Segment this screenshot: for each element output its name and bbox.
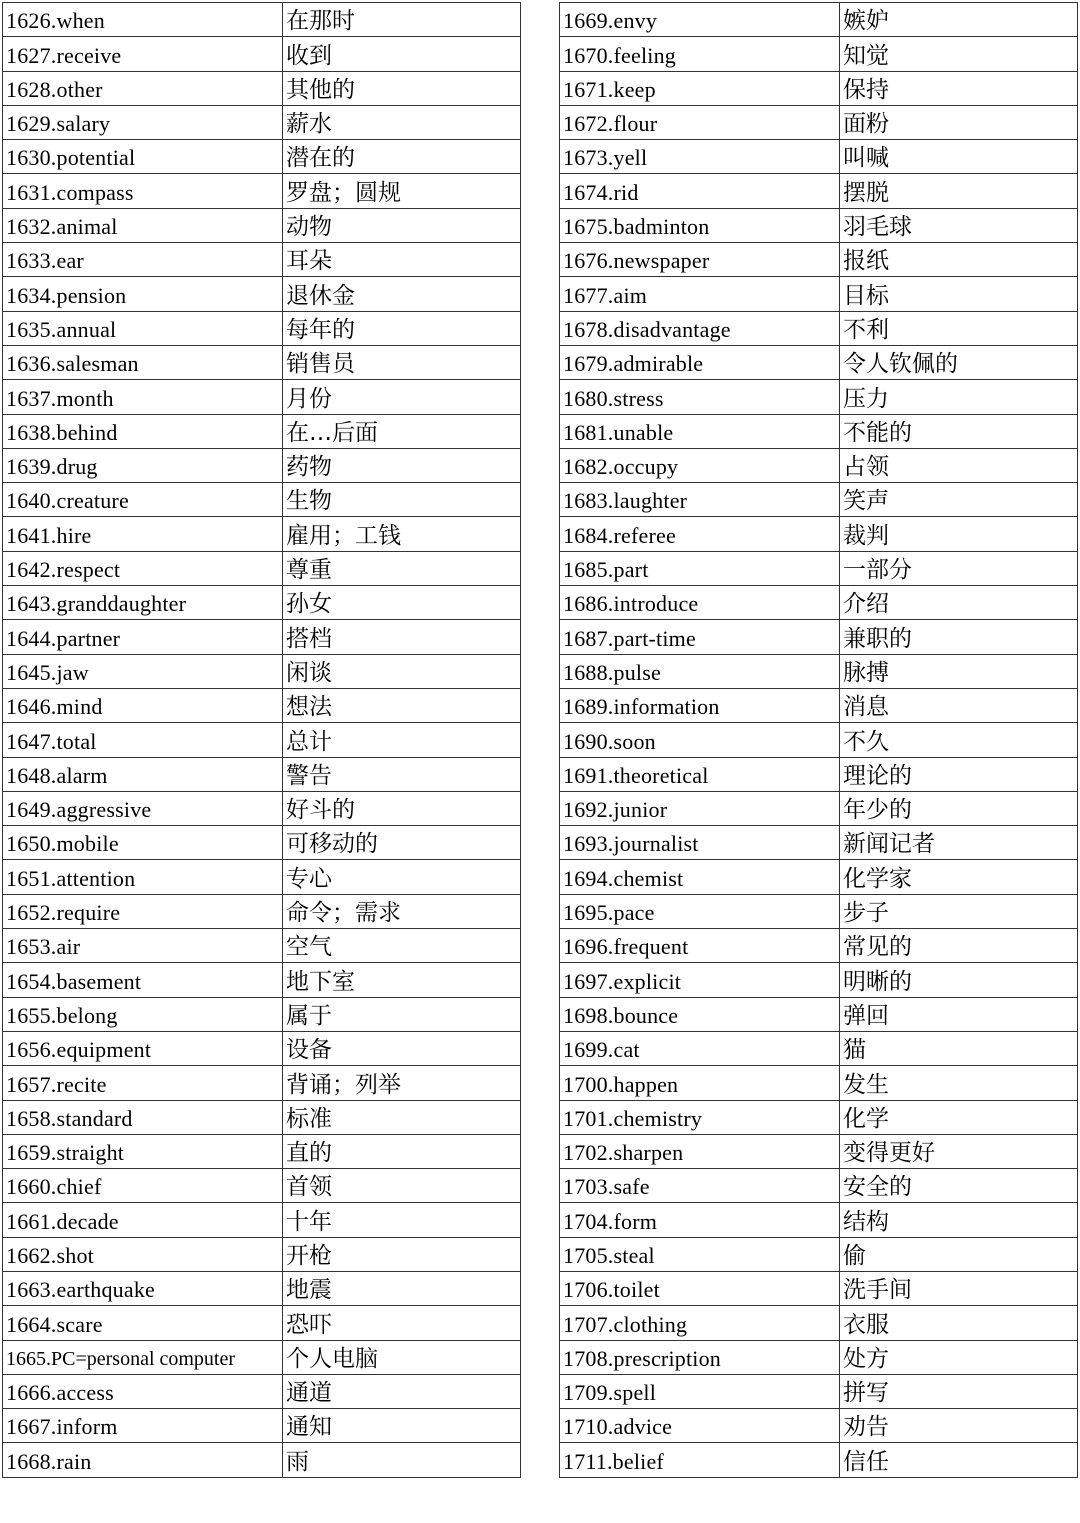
vocab-word: 1704.form bbox=[560, 1203, 840, 1237]
vocab-row bbox=[3, 414, 521, 448]
vocab-meaning: 潜在的 bbox=[283, 140, 521, 174]
vocab-meaning: 不利 bbox=[840, 311, 1078, 345]
vocab-row bbox=[560, 483, 1078, 517]
vocab-row bbox=[3, 791, 521, 825]
vocab-word: 1647.total bbox=[3, 723, 283, 757]
vocab-meaning: 搭档 bbox=[283, 620, 521, 654]
vocab-meaning: 拼写 bbox=[840, 1374, 1078, 1408]
vocab-word: 1627.receive bbox=[3, 37, 283, 71]
vocab-meaning: 好斗的 bbox=[283, 791, 521, 825]
vocab-word: 1652.require bbox=[3, 894, 283, 928]
vocab-word: 1670.feeling bbox=[560, 37, 840, 71]
vocab-row bbox=[560, 448, 1078, 482]
vocab-row bbox=[3, 3, 521, 37]
vocab-meaning: 叫喊 bbox=[840, 140, 1078, 174]
vocab-row bbox=[560, 71, 1078, 105]
vocab-meaning: 劝告 bbox=[840, 1409, 1078, 1443]
vocab-row bbox=[3, 517, 521, 551]
vocab-meaning: 尊重 bbox=[283, 551, 521, 585]
vocab-row bbox=[560, 894, 1078, 928]
vocab-row bbox=[3, 757, 521, 791]
vocab-row bbox=[560, 277, 1078, 311]
vocab-row bbox=[3, 894, 521, 928]
vocab-meaning: 想法 bbox=[283, 688, 521, 722]
vocab-meaning: 直的 bbox=[283, 1134, 521, 1168]
vocab-word: 1656.equipment bbox=[3, 1031, 283, 1065]
vocab-word: 1646.mind bbox=[3, 688, 283, 722]
vocab-meaning: 设备 bbox=[283, 1031, 521, 1065]
vocab-table-left bbox=[2, 2, 521, 1478]
vocab-word: 1655.belong bbox=[3, 997, 283, 1031]
vocab-row bbox=[560, 3, 1078, 37]
vocab-row bbox=[3, 1443, 521, 1477]
vocab-meaning: 专心 bbox=[283, 860, 521, 894]
vocab-word: 1635.annual bbox=[3, 311, 283, 345]
vocab-row bbox=[3, 483, 521, 517]
vocab-word: 1639.drug bbox=[3, 448, 283, 482]
vocab-row bbox=[560, 997, 1078, 1031]
vocab-word: 1638.behind bbox=[3, 414, 283, 448]
vocab-word: 1673.yell bbox=[560, 140, 840, 174]
vocab-meaning: 恐吓 bbox=[283, 1306, 521, 1340]
vocab-word: 1696.frequent bbox=[560, 929, 840, 963]
vocab-meaning: 一部分 bbox=[840, 551, 1078, 585]
vocab-word: 1644.partner bbox=[3, 620, 283, 654]
vocab-meaning: 可移动的 bbox=[283, 826, 521, 860]
vocab-word: 1700.happen bbox=[560, 1066, 840, 1100]
vocab-word: 1668.rain bbox=[3, 1443, 283, 1477]
vocab-meaning: 罗盘；圆规 bbox=[283, 174, 521, 208]
vocab-word: 1695.pace bbox=[560, 894, 840, 928]
vocab-word: 1692.junior bbox=[560, 791, 840, 825]
vocab-meaning: 常见的 bbox=[840, 929, 1078, 963]
vocab-word: 1626.when bbox=[3, 3, 283, 37]
vocab-row bbox=[3, 174, 521, 208]
vocab-row bbox=[3, 551, 521, 585]
vocab-meaning: 化学 bbox=[840, 1100, 1078, 1134]
vocab-row bbox=[560, 654, 1078, 688]
vocab-row bbox=[560, 380, 1078, 414]
vocab-word: 1637.month bbox=[3, 380, 283, 414]
vocab-word: 1629.salary bbox=[3, 105, 283, 139]
vocab-word: 1650.mobile bbox=[3, 826, 283, 860]
vocab-meaning: 动物 bbox=[283, 208, 521, 242]
vocab-word: 1690.soon bbox=[560, 723, 840, 757]
vocab-row bbox=[3, 448, 521, 482]
vocab-word: 1663.earthquake bbox=[3, 1271, 283, 1305]
vocab-meaning: 兼职的 bbox=[840, 620, 1078, 654]
vocab-row bbox=[560, 414, 1078, 448]
vocab-meaning: 安全的 bbox=[840, 1169, 1078, 1203]
vocab-row bbox=[560, 1169, 1078, 1203]
vocab-word: 1675.badminton bbox=[560, 208, 840, 242]
vocab-meaning: 令人钦佩的 bbox=[840, 345, 1078, 379]
vocab-row bbox=[560, 723, 1078, 757]
vocab-word: 1651.attention bbox=[3, 860, 283, 894]
vocab-meaning: 薪水 bbox=[283, 105, 521, 139]
vocab-meaning: 背诵；列举 bbox=[283, 1066, 521, 1100]
vocab-word: 1658.standard bbox=[3, 1100, 283, 1134]
vocab-word: 1665.PC=personal computer bbox=[3, 1340, 283, 1374]
vocab-row bbox=[3, 1340, 521, 1374]
vocab-word: 1643.granddaughter bbox=[3, 586, 283, 620]
vocab-row bbox=[560, 1409, 1078, 1443]
vocab-word: 1680.stress bbox=[560, 380, 840, 414]
vocab-row bbox=[560, 1306, 1078, 1340]
vocab-meaning: 通知 bbox=[283, 1409, 521, 1443]
vocab-row bbox=[3, 1031, 521, 1065]
vocab-word: 1630.potential bbox=[3, 140, 283, 174]
vocab-word: 1709.spell bbox=[560, 1374, 840, 1408]
vocab-row bbox=[560, 586, 1078, 620]
vocab-word: 1685.part bbox=[560, 551, 840, 585]
vocab-meaning: 脉搏 bbox=[840, 654, 1078, 688]
vocab-row bbox=[560, 174, 1078, 208]
vocab-row bbox=[3, 277, 521, 311]
vocab-word: 1689.information bbox=[560, 688, 840, 722]
vocab-word: 1677.aim bbox=[560, 277, 840, 311]
vocab-meaning: 退休金 bbox=[283, 277, 521, 311]
vocab-row bbox=[3, 723, 521, 757]
vocab-word: 1666.access bbox=[3, 1374, 283, 1408]
vocab-word: 1693.journalist bbox=[560, 826, 840, 860]
vocab-meaning: 裁判 bbox=[840, 517, 1078, 551]
vocab-word: 1631.compass bbox=[3, 174, 283, 208]
vocab-word: 1645.jaw bbox=[3, 654, 283, 688]
vocab-word: 1711.belief bbox=[560, 1443, 840, 1477]
vocab-word: 1707.clothing bbox=[560, 1306, 840, 1340]
vocab-word: 1683.laughter bbox=[560, 483, 840, 517]
vocab-row bbox=[560, 620, 1078, 654]
vocab-word: 1664.scare bbox=[3, 1306, 283, 1340]
vocab-meaning: 笑声 bbox=[840, 483, 1078, 517]
vocab-meaning: 压力 bbox=[840, 380, 1078, 414]
vocab-meaning: 猫 bbox=[840, 1031, 1078, 1065]
vocab-meaning: 偷 bbox=[840, 1237, 1078, 1271]
vocab-row bbox=[560, 1100, 1078, 1134]
vocab-word: 1642.respect bbox=[3, 551, 283, 585]
vocab-row bbox=[560, 517, 1078, 551]
vocab-meaning: 消息 bbox=[840, 688, 1078, 722]
vocab-row bbox=[560, 311, 1078, 345]
vocab-row bbox=[3, 1203, 521, 1237]
vocab-row bbox=[3, 140, 521, 174]
vocab-meaning: 处方 bbox=[840, 1340, 1078, 1374]
vocab-row bbox=[3, 654, 521, 688]
vocab-row bbox=[3, 826, 521, 860]
vocab-meaning: 个人电脑 bbox=[283, 1340, 521, 1374]
vocab-meaning: 步子 bbox=[840, 894, 1078, 928]
vocab-row bbox=[560, 1340, 1078, 1374]
vocab-row bbox=[3, 1374, 521, 1408]
vocab-meaning: 羽毛球 bbox=[840, 208, 1078, 242]
vocab-meaning: 报纸 bbox=[840, 243, 1078, 277]
vocab-row bbox=[560, 791, 1078, 825]
vocab-meaning: 每年的 bbox=[283, 311, 521, 345]
vocab-word: 1659.straight bbox=[3, 1134, 283, 1168]
vocab-table-right bbox=[559, 2, 1078, 1478]
vocab-meaning: 嫉妒 bbox=[840, 3, 1078, 37]
vocab-word: 1653.air bbox=[3, 929, 283, 963]
vocab-row bbox=[560, 860, 1078, 894]
vocab-row bbox=[560, 345, 1078, 379]
vocab-row bbox=[560, 963, 1078, 997]
vocab-row bbox=[3, 345, 521, 379]
vocab-row bbox=[3, 1169, 521, 1203]
vocab-row bbox=[560, 140, 1078, 174]
vocab-word: 1674.rid bbox=[560, 174, 840, 208]
vocab-word: 1681.unable bbox=[560, 414, 840, 448]
vocab-row bbox=[560, 243, 1078, 277]
vocab-meaning: 介绍 bbox=[840, 586, 1078, 620]
vocab-meaning: 闲谈 bbox=[283, 654, 521, 688]
vocab-meaning: 月份 bbox=[283, 380, 521, 414]
vocab-meaning: 知觉 bbox=[840, 37, 1078, 71]
vocab-word: 1682.occupy bbox=[560, 448, 840, 482]
vocab-row bbox=[560, 826, 1078, 860]
vocab-row bbox=[3, 1237, 521, 1271]
vocab-word: 1672.flour bbox=[560, 105, 840, 139]
vocab-word: 1671.keep bbox=[560, 71, 840, 105]
vocab-meaning: 收到 bbox=[283, 37, 521, 71]
vocab-meaning: 首领 bbox=[283, 1169, 521, 1203]
vocab-meaning: 摆脱 bbox=[840, 174, 1078, 208]
vocab-word: 1691.theoretical bbox=[560, 757, 840, 791]
vocab-meaning: 空气 bbox=[283, 929, 521, 963]
vocab-word: 1634.pension bbox=[3, 277, 283, 311]
vocab-meaning: 耳朵 bbox=[283, 243, 521, 277]
vocab-row bbox=[560, 551, 1078, 585]
vocab-word: 1697.explicit bbox=[560, 963, 840, 997]
vocab-meaning: 信任 bbox=[840, 1443, 1078, 1477]
vocab-meaning: 命令；需求 bbox=[283, 894, 521, 928]
vocab-word: 1703.safe bbox=[560, 1169, 840, 1203]
vocab-meaning: 孙女 bbox=[283, 586, 521, 620]
vocab-row bbox=[3, 620, 521, 654]
vocab-word: 1687.part-time bbox=[560, 620, 840, 654]
vocab-row bbox=[3, 243, 521, 277]
vocab-meaning: 警告 bbox=[283, 757, 521, 791]
vocab-row bbox=[3, 380, 521, 414]
vocab-word: 1684.referee bbox=[560, 517, 840, 551]
vocab-word: 1628.other bbox=[3, 71, 283, 105]
vocab-row bbox=[3, 208, 521, 242]
vocab-row bbox=[560, 1374, 1078, 1408]
vocab-row bbox=[3, 586, 521, 620]
vocab-row bbox=[560, 1031, 1078, 1065]
vocab-word: 1662.shot bbox=[3, 1237, 283, 1271]
vocab-row bbox=[3, 311, 521, 345]
vocab-word: 1679.admirable bbox=[560, 345, 840, 379]
vocab-word: 1699.cat bbox=[560, 1031, 840, 1065]
vocab-word: 1667.inform bbox=[3, 1409, 283, 1443]
vocab-row bbox=[3, 1306, 521, 1340]
vocab-meaning: 在那时 bbox=[283, 3, 521, 37]
vocab-word: 1686.introduce bbox=[560, 586, 840, 620]
vocab-row bbox=[3, 1409, 521, 1443]
vocab-word: 1654.basement bbox=[3, 963, 283, 997]
vocab-meaning: 雨 bbox=[283, 1443, 521, 1477]
vocab-row bbox=[3, 1066, 521, 1100]
vocab-row bbox=[3, 71, 521, 105]
vocab-meaning: 明晰的 bbox=[840, 963, 1078, 997]
vocab-word: 1657.recite bbox=[3, 1066, 283, 1100]
vocab-row bbox=[3, 688, 521, 722]
vocab-meaning: 总计 bbox=[283, 723, 521, 757]
vocab-meaning: 通道 bbox=[283, 1374, 521, 1408]
vocab-meaning: 不能的 bbox=[840, 414, 1078, 448]
vocab-row bbox=[560, 929, 1078, 963]
vocab-row bbox=[3, 1134, 521, 1168]
vocab-word: 1705.steal bbox=[560, 1237, 840, 1271]
vocab-row bbox=[3, 860, 521, 894]
vocab-meaning: 结构 bbox=[840, 1203, 1078, 1237]
vocab-word: 1661.decade bbox=[3, 1203, 283, 1237]
vocab-meaning: 洗手间 bbox=[840, 1271, 1078, 1305]
vocab-meaning: 销售员 bbox=[283, 345, 521, 379]
vocab-row bbox=[560, 1237, 1078, 1271]
vocab-word: 1678.disadvantage bbox=[560, 311, 840, 345]
vocab-meaning: 衣服 bbox=[840, 1306, 1078, 1340]
vocab-meaning: 属于 bbox=[283, 997, 521, 1031]
vocab-word: 1688.pulse bbox=[560, 654, 840, 688]
vocab-word: 1632.animal bbox=[3, 208, 283, 242]
vocab-meaning: 地下室 bbox=[283, 963, 521, 997]
vocab-word: 1648.alarm bbox=[3, 757, 283, 791]
vocab-row bbox=[560, 1271, 1078, 1305]
vocab-word: 1633.ear bbox=[3, 243, 283, 277]
vocab-meaning: 新闻记者 bbox=[840, 826, 1078, 860]
vocab-row bbox=[3, 929, 521, 963]
vocab-word: 1706.toilet bbox=[560, 1271, 840, 1305]
vocab-meaning: 年少的 bbox=[840, 791, 1078, 825]
vocab-word: 1636.salesman bbox=[3, 345, 283, 379]
vocab-word: 1641.hire bbox=[3, 517, 283, 551]
vocab-row bbox=[560, 1203, 1078, 1237]
vocab-word: 1708.prescription bbox=[560, 1340, 840, 1374]
vocab-word: 1702.sharpen bbox=[560, 1134, 840, 1168]
vocab-meaning: 发生 bbox=[840, 1066, 1078, 1100]
vocab-word: 1660.chief bbox=[3, 1169, 283, 1203]
vocab-meaning: 保持 bbox=[840, 71, 1078, 105]
vocab-meaning: 占领 bbox=[840, 448, 1078, 482]
vocab-meaning: 生物 bbox=[283, 483, 521, 517]
vocab-meaning: 药物 bbox=[283, 448, 521, 482]
vocab-row bbox=[560, 105, 1078, 139]
vocab-row bbox=[560, 1443, 1078, 1477]
vocab-word: 1694.chemist bbox=[560, 860, 840, 894]
vocab-row bbox=[560, 757, 1078, 791]
vocab-meaning: 理论的 bbox=[840, 757, 1078, 791]
vocab-row bbox=[3, 1100, 521, 1134]
vocab-row bbox=[560, 37, 1078, 71]
vocab-meaning: 雇用；工钱 bbox=[283, 517, 521, 551]
vocab-row bbox=[3, 37, 521, 71]
vocab-row bbox=[560, 1134, 1078, 1168]
vocab-meaning: 在…后面 bbox=[283, 414, 521, 448]
vocab-meaning: 开枪 bbox=[283, 1237, 521, 1271]
vocab-word: 1710.advice bbox=[560, 1409, 840, 1443]
vocab-meaning: 弹回 bbox=[840, 997, 1078, 1031]
vocab-row bbox=[560, 688, 1078, 722]
vocab-meaning: 目标 bbox=[840, 277, 1078, 311]
vocab-meaning: 其他的 bbox=[283, 71, 521, 105]
vocab-row bbox=[3, 997, 521, 1031]
vocab-meaning: 面粉 bbox=[840, 105, 1078, 139]
vocab-meaning: 地震 bbox=[283, 1271, 521, 1305]
vocab-row bbox=[3, 105, 521, 139]
vocab-row bbox=[560, 1066, 1078, 1100]
vocab-meaning: 变得更好 bbox=[840, 1134, 1078, 1168]
vocab-word: 1698.bounce bbox=[560, 997, 840, 1031]
vocab-row bbox=[3, 963, 521, 997]
vocab-row bbox=[560, 208, 1078, 242]
vocab-word: 1649.aggressive bbox=[3, 791, 283, 825]
vocab-word: 1640.creature bbox=[3, 483, 283, 517]
vocab-meaning: 化学家 bbox=[840, 860, 1078, 894]
vocab-meaning: 不久 bbox=[840, 723, 1078, 757]
vocab-word: 1669.envy bbox=[560, 3, 840, 37]
vocab-word: 1676.newspaper bbox=[560, 243, 840, 277]
vocab-meaning: 十年 bbox=[283, 1203, 521, 1237]
vocab-meaning: 标准 bbox=[283, 1100, 521, 1134]
vocab-row bbox=[3, 1271, 521, 1305]
vocab-word: 1701.chemistry bbox=[560, 1100, 840, 1134]
